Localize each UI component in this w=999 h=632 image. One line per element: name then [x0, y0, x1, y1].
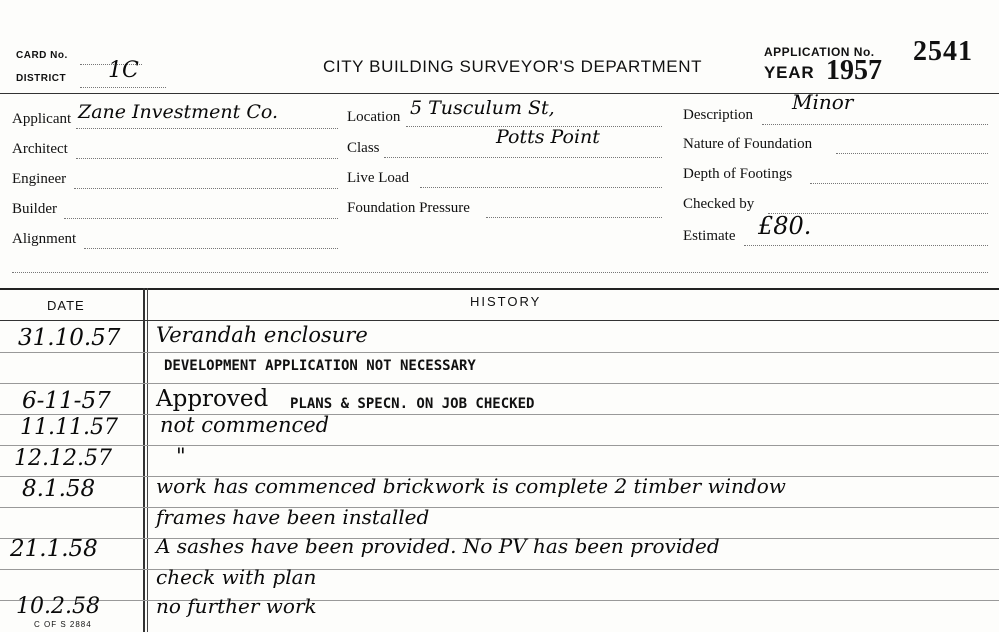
entry-text: Verandah enclosure [156, 323, 368, 347]
district-label: DISTRICT [16, 73, 67, 84]
entry-date: 21.1.58 [10, 536, 98, 562]
history-header-rule [0, 320, 999, 321]
entry-date: 31.10.57 [18, 325, 121, 351]
entry-text: Approved [156, 386, 269, 412]
entry-text: not commenced [160, 413, 330, 437]
history-top-rule [0, 288, 999, 290]
applicant-label: Applicant [12, 111, 72, 127]
class-line [384, 157, 662, 158]
estimate-label: Estimate [683, 228, 736, 244]
engineer-label: Engineer [12, 171, 67, 187]
estimate-line [744, 245, 988, 246]
estimate-value: £80. [758, 212, 812, 240]
location-label: Location [347, 109, 401, 125]
date-column-divider-inner [147, 288, 148, 632]
builder-label: Builder [12, 201, 57, 217]
history-header: HISTORY [470, 294, 542, 309]
nature-of-foundation-label: Nature of Foundation [683, 136, 813, 152]
entry-date: 11.11.57 [20, 415, 118, 440]
nature-of-foundation-line [836, 153, 988, 154]
entry-stamp: PLANS & SPECN. ON JOB CHECKED [290, 396, 535, 412]
date-header: DATE [47, 298, 85, 313]
entry-date: 8.1.58 [22, 476, 96, 502]
builder-line [64, 218, 338, 219]
live-load-line [420, 187, 662, 188]
application-no-value: 2541 [913, 36, 973, 67]
foundation-pressure-label: Foundation Pressure [347, 200, 470, 216]
entry-stamp: DEVELOPMENT APPLICATION NOT NECESSARY [164, 358, 476, 374]
description-value: Minor [792, 90, 854, 114]
live-load-label: Live Load [347, 170, 410, 186]
architect-label: Architect [12, 141, 68, 157]
card-no-label: CARD No. [16, 50, 68, 61]
applicant-line [76, 128, 338, 129]
alignment-line [84, 248, 338, 249]
application-no-label: APPLICATION No. [764, 45, 875, 59]
entry-date: 10.2.58 [16, 594, 100, 619]
foundation-pressure-line [486, 217, 662, 218]
checked-by-label: Checked by [683, 196, 755, 212]
entry-date: 6-11-57 [22, 388, 111, 414]
date-column-divider [143, 288, 145, 632]
entry-text: " [176, 444, 186, 468]
entry-text: no further work [156, 594, 317, 618]
depth-of-footings-label: Depth of Footings [683, 166, 793, 182]
entry-text: frames have been installed [156, 505, 430, 529]
form-code: C OF S 2884 [34, 620, 92, 629]
applicant-value: Zane Investment Co. [78, 101, 279, 123]
architect-line [76, 158, 338, 159]
description-line [762, 124, 988, 125]
entry-text: A sashes have been provided. No PV has been provided [156, 534, 720, 558]
depth-of-footings-line [810, 183, 988, 184]
district-value: 1C [108, 58, 139, 83]
district-line [80, 87, 166, 88]
entry-text: work has commenced brickwork is complete 2 timber window [156, 474, 786, 498]
description-label: Description [683, 107, 753, 123]
alignment-label: Alignment [12, 231, 77, 247]
year-value: 1957 [826, 55, 882, 86]
department-title: CITY BUILDING SURVEYOR'S DEPARTMENT [323, 57, 703, 76]
class-label: Class [347, 140, 380, 156]
details-spare-line [12, 272, 988, 273]
class-value: Potts Point [496, 126, 600, 148]
entry-text: check with plan [156, 565, 317, 589]
entry-date: 12.12.57 [14, 446, 112, 471]
year-label: YEAR [764, 63, 815, 82]
location-value: 5 Tusculum St, [410, 97, 555, 119]
engineer-line [74, 188, 338, 189]
